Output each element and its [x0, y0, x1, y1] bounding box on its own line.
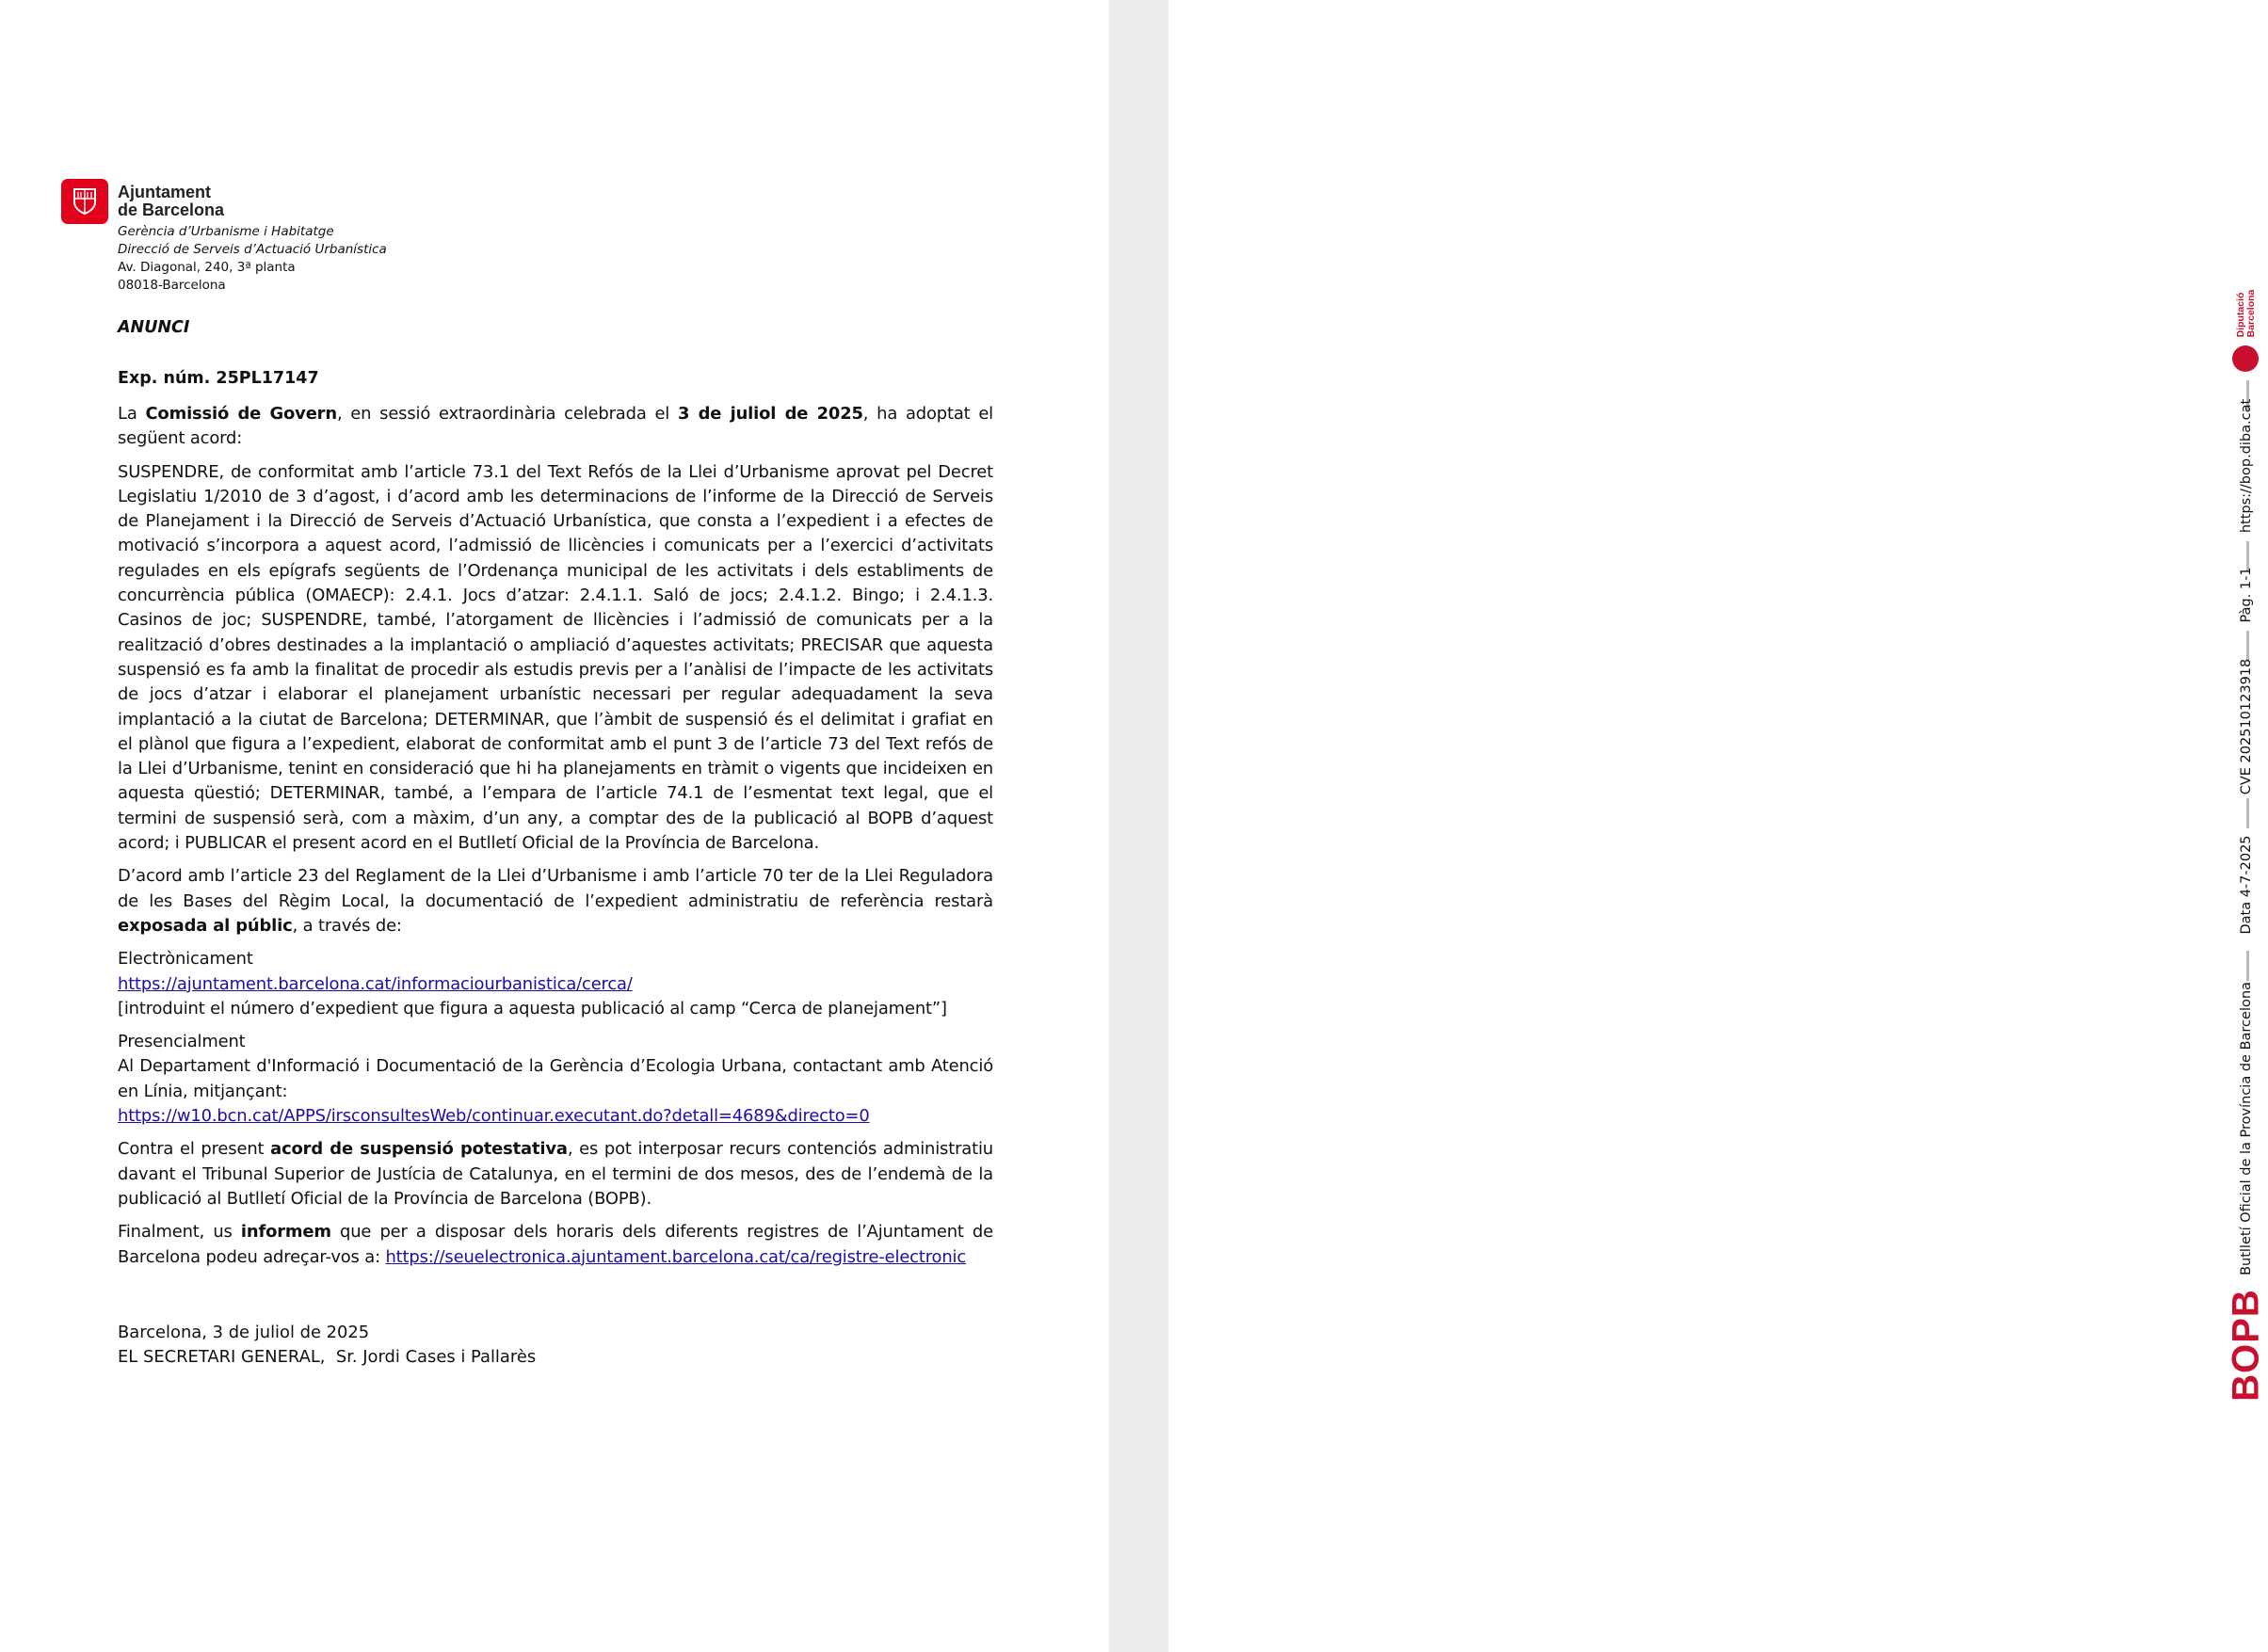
bulletin-name: Butlletí Oficial de la Província de Barcelona: [2239, 982, 2254, 1275]
bold-span: 3 de juliol de 2025: [677, 404, 863, 424]
in-person-access-block: [118, 1030, 993, 1129]
diputacio-line-2: Barcelona: [2245, 289, 2257, 338]
text-span: Finalment, us: [118, 1222, 241, 1243]
text-span: que per a disposar dels horaris dels diferents registres de l’Ajuntament de Barcelona podeu adreçar-vos a:: [118, 1222, 993, 1267]
bop-url: https://bop.diba.cat: [2239, 398, 2254, 534]
diputacio-line-1: Diputació: [2235, 292, 2246, 338]
cve-code: CVE 202510123918: [2239, 658, 2254, 795]
document-body: [118, 402, 993, 1278]
bold-span: Comissió de Govern: [145, 404, 337, 424]
electronic-access-block: [118, 947, 993, 1021]
bopb-sidebar: [1109, 0, 2267, 1652]
electronic-link[interactable]: https://ajuntament.barcelona.cat/informaciourbanistica/cerca/: [118, 973, 633, 994]
paragraph-exposure: [118, 864, 993, 938]
paragraph-registers: [118, 1220, 993, 1270]
paragraph-agreement: SUSPENDRE, de conformitat amb l’article 73.1 del Text Refós de la Llei d’Urbanisme aprovat pel Decret Legislatiu 1/2010 de 3 d’agost, i d’acord amb les determinacions de l’informe de la Direcció de Serveis de Planejament i la Direcció de Serveis d’Actuació Urbanística, que consta a l’expedient i a efectes de motivació s’incorpora a aquest acord, l’admissió de llicències i comunicats per a l’exercici d’activitats regulades en els epígrafs següents de l’Ordenança municipal de les activitats i dels establiments de concurrència pública (OMAECP): 2.4.1. Jocs d’atzar: 2.4.1.1. Saló de jocs; 2.4.1.2. Bingo; i 2.4.1.3. Casinos de joc; SUSPENDRE, també, l’atorgament de llicències i l’admissió de comunicats per a la realització d’obres destinades a la implantació o ampliació d’aquestes activitats; PRECISAR que aquesta suspensió es fa amb la finalitat de procedir als estudis previs per a l’anàlisi de l’impacte de les activitats de jocs d’atzar i elaborar el planejament urbanístic necessari per regular adequadament la seva implantació a la ciutat de Barcelona; DETERMINAR, que l’àmbit de suspensió és el delimitat i grafiat en el plànol que figura a l’expedient, elaborat de conformitat amb el punt 3 de l’article 73 del Text refós de la Llei d’Urbanisme, tenint en consideració que hi ha planejaments en tràmit o vigents que incideixen en aquesta qüestió; DETERMINAR, també, a l’empara de l’article 74.1 de l’esmentat text legal, que el termini de suspensió serà, com a màxim, d’un any, a comptar des de la publicació al BOPB d’aquest acord; i PUBLICAR el present acord en el Butlletí Oficial de la Província de Barcelona.: [118, 461, 993, 854]
document-page: [0, 0, 1109, 1652]
in-person-text: Al Departament d'Informació i Documentació de la Gerència d’Ecologia Urbana, contactant amb Atenció en Línia, mitjançant:: [118, 1056, 993, 1101]
paragraph-intro: [118, 402, 993, 452]
address-city: 08018-Barcelona: [118, 278, 226, 293]
closing-block: [118, 1321, 536, 1370]
expedient-number: Exp. núm. 25PL17147: [118, 369, 319, 388]
signature: EL SECRETARI GENERAL, Sr. Jordi Cases i Pallarès: [118, 1347, 537, 1367]
electronic-note: [introduint el número d’expedient que figura a aquesta publicació al camp “Cerca de planejament”]: [118, 998, 947, 1018]
ajuntament-wordmark: [118, 184, 224, 219]
bopb-brand: BOPB: [2225, 1289, 2267, 1402]
text-span: , en sessió extraordinària celebrada el: [336, 404, 678, 424]
paragraph-appeal: [118, 1137, 993, 1211]
diputacio-logo-icon: [2232, 345, 2259, 372]
ajuntament-logo-icon: [61, 179, 108, 224]
directorate-name: Direcció de Serveis d’Actuació Urbanística: [118, 242, 387, 257]
bold-span: exposada al públic: [118, 915, 293, 936]
sender-block: [118, 223, 387, 295]
text-span: La: [118, 404, 146, 424]
electronic-label: Electrònicament: [118, 949, 253, 970]
text-span: , es pot interposar recurs contenciós administratiu davant el Tribunal Superior de Justícia de Catalunya, en el termini de dos mesos, des de l’endemà de la publicació al Butlletí Oficial de la Província de Barcelona (BOPB).: [118, 1139, 993, 1209]
text-span: D’acord amb l’article 23 del Reglament de la Llei d’Urbanisme i amb l’article 70 ter de la Llei Reguladora de les Bases del Règim Local, la documentació de l’expedient administratiu de referència restarà: [118, 866, 993, 911]
page-number: Pàg. 1-1: [2239, 567, 2254, 623]
separator: [2246, 951, 2249, 981]
bold-span: informem: [240, 1222, 331, 1243]
department-name: Gerència d’Urbanisme i Habitatge: [118, 224, 334, 239]
publication-date: Data 4-7-2025: [2239, 835, 2254, 935]
text-span: Contra el present: [118, 1139, 271, 1160]
logo-line-2: de Barcelona: [118, 200, 225, 219]
text-span: , a través de:: [292, 915, 402, 936]
place-date: Barcelona, 3 de juliol de 2025: [118, 1323, 370, 1342]
registers-link[interactable]: https://seuelectronica.ajuntament.barcelona.cat/ca/registre-electronic: [385, 1246, 967, 1267]
address-street: Av. Diagonal, 240, 3ª planta: [118, 260, 296, 275]
logo-line-1: Ajuntament: [118, 183, 211, 201]
text-span: , ha adoptat el següent acord:: [118, 404, 994, 449]
in-person-link[interactable]: https://w10.bcn.cat/APPS/irsconsultesWeb/continuar.executant.do?detall=4689&directo=0: [118, 1106, 870, 1127]
separator: [2246, 631, 2249, 661]
in-person-label: Presencialment: [118, 1032, 246, 1052]
diputacio-label: [2236, 290, 2257, 338]
separator: [2246, 798, 2249, 828]
document-title: ANUNCI: [118, 318, 190, 337]
bold-span: acord de suspensió potestativa: [270, 1139, 568, 1160]
